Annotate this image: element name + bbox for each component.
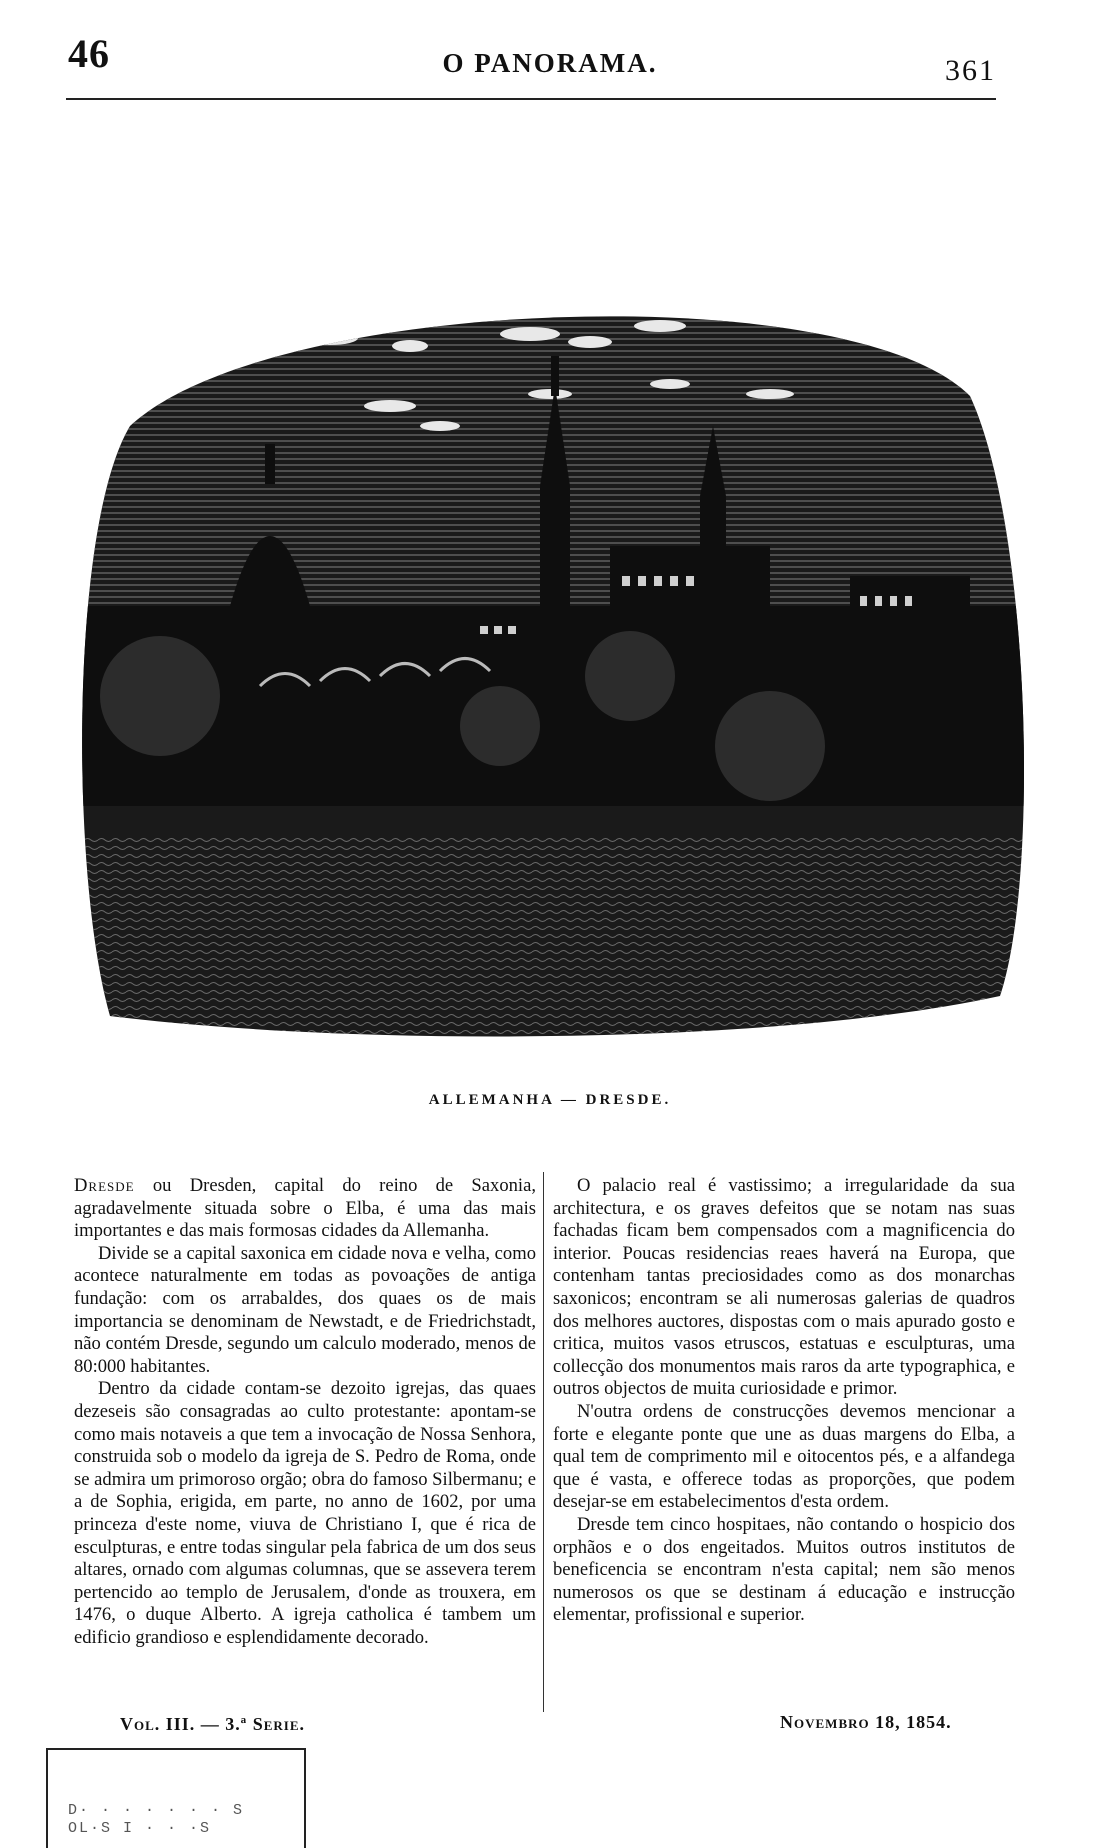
library-stamp (46, 1748, 306, 1848)
header-rule (66, 98, 996, 100)
masthead-title: O PANORAMA. (442, 48, 658, 78)
volume-series: Vol. III. — 3.ª Serie. (120, 1714, 305, 1734)
paragraph: Divide se a capital saxonica em cidade nova e velha, como acontece naturalmente em todas as povoações de antiga fundação: com os arrabaldes, dos quaes os de mais importancia se denominam de Newstadt, e de Friedrichstadt, não contém Dresde, segundo um calculo moderado, menos de 80:000 habitantes. (74, 1242, 536, 1377)
article-left-column (74, 1175, 536, 1649)
dresden-engraving (70, 276, 1040, 1046)
stamp-text-line: D· · · · · · · S (68, 1802, 245, 1819)
page-number: 361 (945, 54, 996, 87)
paragraph-text: ou Dresden, capital do reino de Saxonia, agradavelmente situada sobre o Elba, é uma das mais importantes e das mais formosas cidades da Allemanha. (74, 1175, 536, 1242)
stamp-text-line: OL·S I · · ·S (68, 1820, 212, 1837)
paragraph: N'outra ordens de construcções devemos mencionar a forte e elegante ponte que une as duas margens do Elba, a qual tem de comprimento mil e oitocentos pés, e a alfandega que é vasta, e offerece todas as proporções, que podem desejar-se em estabelecimentos d'esta ordem. (553, 1400, 1015, 1513)
illustration-caption: ALLEMANHA — DRESDE. (428, 1092, 672, 1108)
issue-date: Novembro 18, 1854. (780, 1712, 952, 1732)
lead-word: Dresde (74, 1175, 135, 1196)
paragraph: Dresde tem cinco hospitaes, não contando o hospicio dos orphãos e o dos engeitados. Muitos outros institutos de beneficencia se encontram n'esta capital; nem são menos numerosos os que se destinam á educação e instrucção elementar, profissional e superior. (553, 1513, 1015, 1626)
article-right-column (553, 1175, 1015, 1627)
column-divider (543, 1172, 544, 1712)
issue-number: 46 (68, 31, 110, 76)
paragraph (74, 1175, 536, 1243)
paragraph: Dentro da cidade contam-se dezoito igrejas, das quaes dezeseis são consagradas ao culto protestante: apontam-se como mais notaveis a que tem a invocação de Nossa Senhora, construida sob o modelo da igreja de S. Pedro de Roma, onde se admira um primoroso orgão; obra do famoso Silbermanu; e a de Sophia, erigida, em parte, no anno de 1602, por uma princeza d'este nome, viuva de Christiano I, que é rica de esculpturas, e entre todas singular pela fabrica de um dos seus altares, ornado com algumas columnas, que se assevera terem pertencido ao templo de Jerusalem, d'onde as trouxera, em 1476, o duque Alberto. A igreja catholica é tambem um edificio grandioso e esplendidamente decorado. (74, 1378, 536, 1648)
paragraph: O palacio real é vastissimo; a irregularidade da sua architectura, e os graves defeitos que se notam nas suas fachadas ficam bem compensados com a magnificencia do interior. Poucas residencias reaes haverá na Europa, que contenham tantas preciosidades como as dos monarchas saxonicos; encontram se ali numerosas galerias de quadros dos melhores auctores, dispostas com o mais apurado gosto e critica, muitos vasos etruscos, estatuas e esculpturas, uma collecção dos monumentos mais raros da arte typographica, e outros objectos de muita curiosidade e primor. (553, 1175, 1015, 1400)
